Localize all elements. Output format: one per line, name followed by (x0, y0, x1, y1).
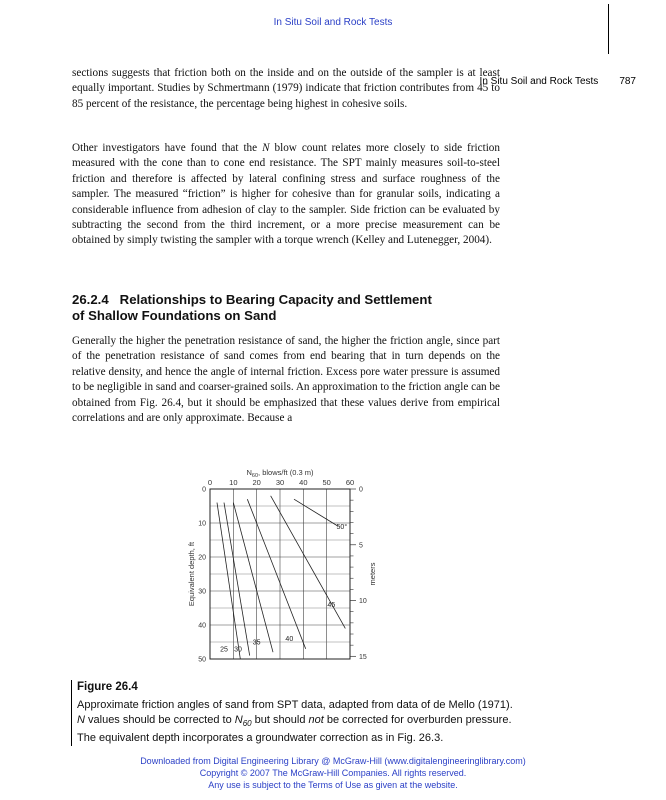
y2-tick-label-3: 15 (359, 653, 367, 661)
running-head (480, 40, 636, 90)
figure-label: Figure 26.4 (77, 681, 138, 693)
y2-tick-label-0: 0 (359, 486, 363, 494)
y-tick-label-5: 50 (198, 656, 206, 664)
y-ticks (198, 487, 206, 664)
page-footer (0, 755, 666, 791)
series-line-35 (233, 503, 273, 653)
friction-angle-chart (180, 462, 400, 677)
series-label-2: 35 (252, 639, 261, 647)
series-label-4: 45 (327, 602, 336, 610)
section-title-1: Relationships to Bearing Capacity and Settlement (119, 292, 432, 307)
caption-text-c: be corrected for overburden pressure. (323, 714, 512, 726)
caption-text-a: values should be corrected to (84, 714, 235, 726)
series-line-50 (294, 499, 338, 526)
y2-tick-label-2: 10 (359, 598, 367, 606)
caption-n: N (77, 714, 85, 726)
chart-grid (210, 489, 350, 659)
x-tick-label-2: 20 (252, 478, 261, 487)
series-label-0: 25 (220, 646, 228, 654)
footer-terms[interactable]: Any use is subject to the Terms of Use as given at the website. (208, 780, 458, 790)
x-tick-label-5: 50 (322, 478, 331, 487)
series-label-5: 50° (336, 523, 348, 531)
chart-series-labels (220, 523, 347, 653)
source-link[interactable]: In Situ Soil and Rock Tests (273, 17, 393, 28)
y-tick-label-0: 0 (202, 486, 206, 494)
section-heading (72, 292, 512, 324)
x-axis-label: $N_{60}$, blows/ft (0.3 m) (246, 468, 314, 479)
y-tick-label-4: 40 (198, 622, 206, 630)
caption-line-2 (77, 713, 607, 731)
section-title-2: of Shallow Foundations on Sand (72, 308, 277, 323)
series-line-30 (224, 503, 250, 656)
header-divider (608, 4, 609, 54)
paragraph-3: Generally the higher the penetration resistance of sand, the higher the friction angle, since part of the penetration resistance of sand comes from end bearing that in turn depends on the relative density, and hence the angle of internal friction. Excess pore water pressure is assumed to be negligible in sand and coarser-grained soils. An approximation to the friction angle can be obtained from Fig. 26.4, but it should be emphasized that these values derive from empirical correlations and are only approximate. Because a (72, 335, 500, 425)
series-label-1: 30 (234, 646, 242, 654)
running-title: In Situ Soil and Rock Tests (479, 76, 599, 87)
page-number: 787 (619, 76, 636, 87)
x-tick-label-3: 30 (275, 478, 285, 487)
caption-line-1: Approximate friction angles of sand from SPT data, adapted from data of de Mello (1971). (77, 699, 513, 711)
p2-text-b: blow count relates more closely to side friction measured with the cone than to cone end resistance. The SPT mainly measures soil-to-steel friction and therefore is affected by lateral confining stress and surface roughness of the sampler. The measured “friction” is higher for cohesive than for granular soils, indicating a considerable influence from adhesion of clay to the sampler. Side friction can be evaluated by subtracting the second from the third increment, or a more precise measurement can be obtained by simply twisting the sampler with a torque wrench (Kelley and Lutenegger, 2004). (72, 142, 500, 247)
y2-axis-label: meters (368, 562, 377, 586)
figure-caption (71, 680, 607, 746)
caption-text-b: but should (251, 714, 309, 726)
y2-ticks (350, 487, 367, 661)
y-tick-label-2: 20 (198, 554, 206, 562)
paragraph-2 (72, 141, 500, 249)
y-tick-label-3: 30 (198, 588, 206, 596)
footer-copyright[interactable]: Copyright © 2007 The McGraw-Hill Companies. All rights reserved. (199, 768, 467, 778)
x-ticks (208, 478, 354, 487)
caption-n60: $N_{60}$ (234, 714, 252, 729)
caption-line-3: The equivalent depth incorporates a groundwater correction as in Fig. 26.3. (77, 732, 444, 745)
p2-n-italic: N (262, 142, 270, 154)
chart-series (217, 496, 345, 659)
series-label-3: 40 (285, 636, 294, 644)
x-tick-label-1: 10 (229, 478, 238, 487)
y-axis-label: Equivalent depth, ft (187, 541, 196, 607)
x-tick-label-4: 40 (299, 478, 308, 487)
figure-26-4 (180, 462, 400, 677)
section-number: 26.2.4 (72, 292, 109, 307)
footer-download-link[interactable]: Downloaded from Digital Engineering Library @ McGraw-Hill (www.digitalengineeringlibrary.com) (140, 756, 526, 766)
y-tick-label-1: 10 (198, 520, 206, 528)
y2-tick-label-1: 5 (359, 542, 363, 550)
caption-not: not (308, 714, 324, 726)
paragraph-1: sections suggests that friction both on the inside and on the outside of the sampler is at least equally important. Studies by Schmertmann (1979) indicate that friction contributes from 45 to 85 percent of the resistance, the percentage being highest in cohesive soils. (72, 67, 500, 110)
x-tick-label-6: 60 (345, 478, 355, 487)
p2-text-a: Other investigators have found that the (72, 142, 263, 154)
x-tick-label-0: 0 (207, 478, 213, 487)
